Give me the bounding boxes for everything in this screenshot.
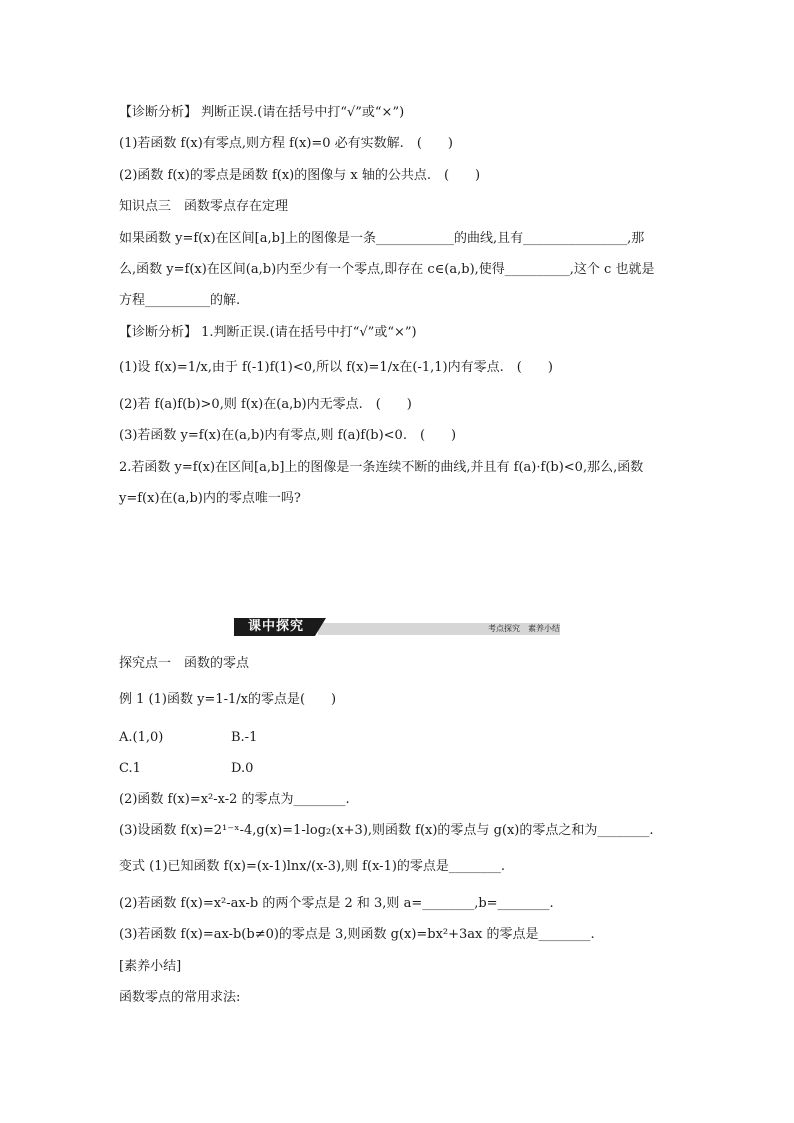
section-banner — [234, 617, 560, 637]
knowledge-point-heading: 知识点三 函数零点存在定理 — [119, 199, 289, 214]
example-1-part-2: (2)函数 f(x)=x²-x-2 的零点为________. — [119, 792, 350, 807]
example-1-part-3: (3)设函数 f(x)=2¹⁻ˣ-4,g(x)=1-log₂(x+3),则函数 f(x)的零点与 g(x)的零点之和为________. — [119, 823, 654, 838]
zero-methods-line: 函数零点的常用求法: — [119, 990, 241, 1005]
judgment-item-3: (1)设 f(x)=1/x,由于 f(-1)f(1)<0,所以 f(x)=1/x在(-1,1)内有零点. ( ) — [119, 360, 553, 375]
example-1-question: 例 1 (1)函数 y=1-1/x的零点是( ) — [119, 692, 337, 707]
judgment-item-1: (1)若函数 f(x)有零点,则方程 f(x)=0 必有实数解. ( ) — [119, 136, 453, 151]
theorem-line-2: 么,函数 y=f(x)在区间(a,b)内至少有一个零点,即存在 c∈(a,b),使得__________,这个 c 也就是 — [119, 262, 655, 277]
banner-subtitle: 考点探究 素养小结 — [488, 624, 560, 633]
option-d: D.0 — [231, 761, 254, 776]
theorem-line-3: 方程__________的解. — [119, 293, 241, 308]
theorem-line-1: 如果函数 y=f(x)在区间[a,b]上的图像是一条____________的曲线,且有________________,那 — [119, 231, 645, 246]
judgment-item-2: (2)函数 f(x)的零点是函数 f(x)的图像与 x 轴的公共点. ( ) — [119, 168, 481, 183]
explore-point-heading: 探究点一 函数的零点 — [119, 656, 250, 671]
diagnosis-heading-1: 【诊断分析】 判断正误.(请在括号中打“√”或“×”) — [119, 105, 405, 120]
variant-part-3: (3)若函数 f(x)=ax-b(b≠0)的零点是 3,则函数 g(x)=bx²+3ax 的零点是________. — [119, 927, 595, 942]
variant-part-2: (2)若函数 f(x)=x²-ax-b 的两个零点是 2 和 3,则 a=________,b=________. — [119, 896, 554, 911]
question-2-line-2: y=f(x)在(a,b)内的零点唯一吗? — [119, 491, 301, 506]
variant-part-1: 变式 (1)已知函数 f(x)=(x-1)lnx/(x-3),则 f(x-1)的零点是________. — [119, 859, 506, 874]
judgment-item-5: (3)若函数 y=f(x)在(a,b)内有零点,则 f(a)f(b)<0. ( ) — [119, 428, 457, 443]
option-b: B.-1 — [231, 730, 258, 745]
question-2-line-1: 2.若函数 y=f(x)在区间[a,b]上的图像是一条连续不断的曲线,并且有 f(a)·f(b)<0,那么,函数 — [119, 460, 644, 475]
option-c: C.1 — [119, 761, 141, 776]
literacy-summary-heading: [素养小结] — [119, 959, 182, 974]
judgment-item-4: (2)若 f(a)f(b)>0,则 f(x)在(a,b)内无零点. ( ) — [119, 397, 412, 412]
diagnosis-heading-2: 【诊断分析】 1.判断正误.(请在括号中打“√”或“×”) — [119, 325, 417, 340]
option-a: A.(1,0) — [119, 730, 164, 745]
banner-title: 课中探究 — [248, 619, 305, 634]
